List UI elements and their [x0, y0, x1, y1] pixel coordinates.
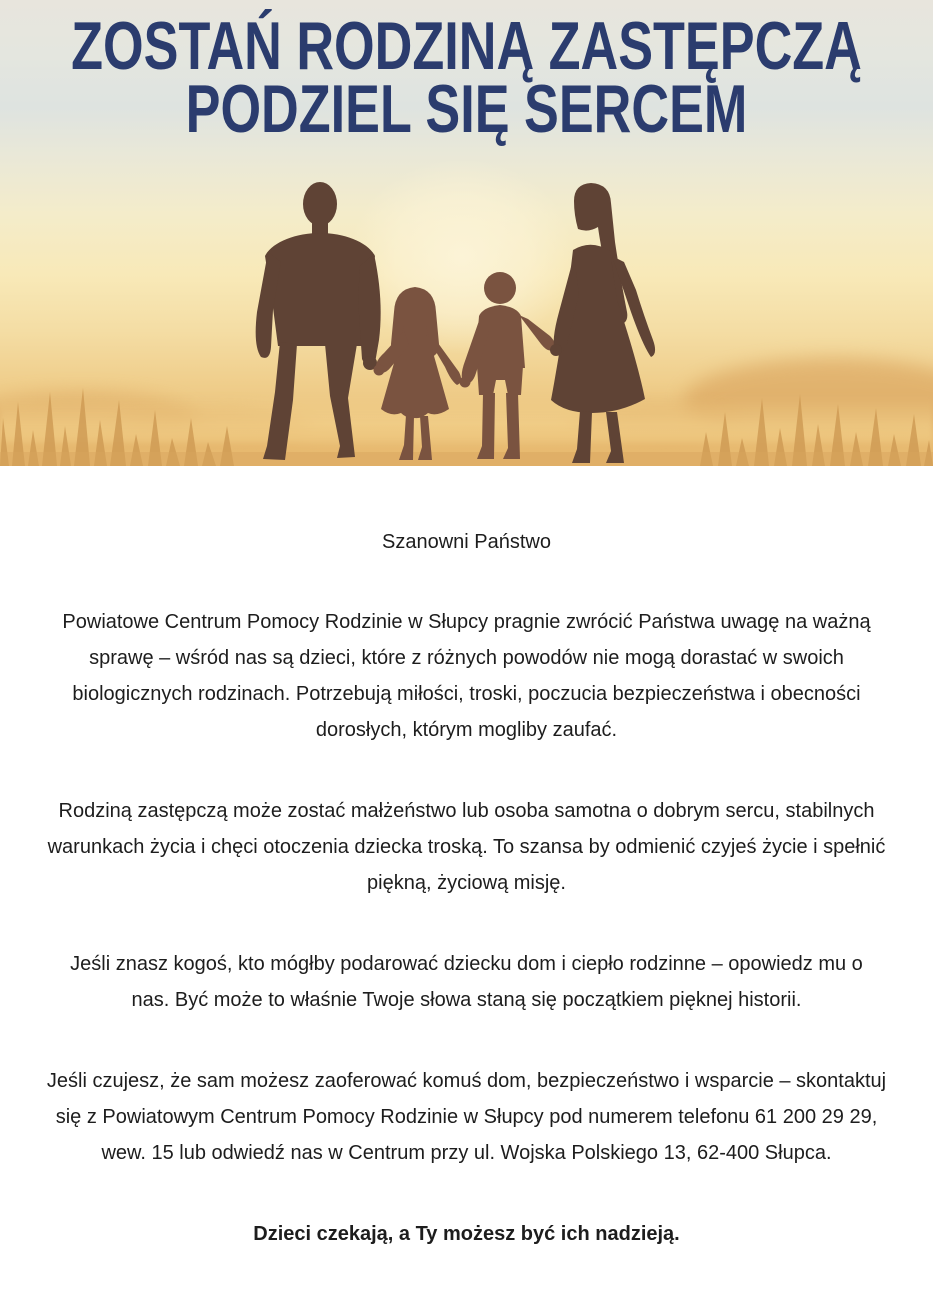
paragraph-line: warunkach życia i chęci otoczenia dziecka troską. To szansa by odmienić czyjeś życie i spełnić — [47, 836, 886, 858]
paragraph-line: się z Powiatowym Centrum Pomocy Rodzinie w Słupcy pod numerem telefonu 61 200 29 29, — [55, 1106, 878, 1128]
letter-paragraph-2 — [24, 793, 909, 901]
paragraph-line: Jeśli czujesz, że sam możesz zaoferować komuś dom, bezpieczeństwo i wsparcie – skontaktuj — [46, 1070, 887, 1092]
paragraph-line: Powiatowe Centrum Pomocy Rodzinie w Słupcy pragnie zwrócić Państwa uwagę na ważną — [62, 611, 871, 633]
letter-body — [0, 466, 933, 1252]
hero-illustration — [0, 0, 933, 466]
paragraph-line: dorosłych, którym mogliby zaufać. — [315, 719, 618, 741]
daughter-silhouette — [374, 287, 462, 460]
letter-greeting: Szanowni Państwo — [382, 531, 551, 553]
father-silhouette — [256, 182, 381, 460]
paragraph-line: Rodziną zastępczą może zostać małżeństwo lub osoba samotna o dobrym sercu, stabilnych — [58, 800, 875, 822]
letter-paragraph-1 — [24, 604, 909, 748]
poster-title-line1: ZOSTAŃ RODZINĄ ZASTĘPCZĄ — [71, 8, 862, 85]
paragraph-line: Jeśli znasz kogoś, kto mógłby podarować dziecku dom i ciepło rodzinne – opowiedz mu o — [70, 953, 863, 975]
mother-silhouette — [550, 183, 655, 463]
paragraph-line: nas. Być może to właśnie Twoje słowa staną się początkiem pięknej historii. — [131, 989, 802, 1011]
paragraph-line: biologicznych rodzinach. Potrzebują miłości, troski, poczucia bezpieczeństwa i obecności — [72, 683, 861, 705]
letter-closing: Dzieci czekają, a Ty możesz być ich nadzieją. — [253, 1223, 680, 1245]
paragraph-line: piękną, życiową misję. — [367, 872, 566, 894]
poster-title-line2: PODZIEL SIĘ SERCEM — [185, 71, 748, 148]
paragraph-line: wew. 15 lub odwiedź nas w Centrum przy ul. Wojska Polskiego 13, 62-400 Słupca. — [101, 1142, 832, 1164]
letter-paragraph-4 — [24, 1063, 909, 1171]
poster-title — [0, 0, 933, 148]
paragraph-line: sprawę – wśród nas są dzieci, które z różnych powodów nie mogą dorastać w swoich — [89, 647, 844, 669]
son-silhouette — [460, 272, 555, 459]
letter-paragraph-3 — [24, 946, 909, 1018]
